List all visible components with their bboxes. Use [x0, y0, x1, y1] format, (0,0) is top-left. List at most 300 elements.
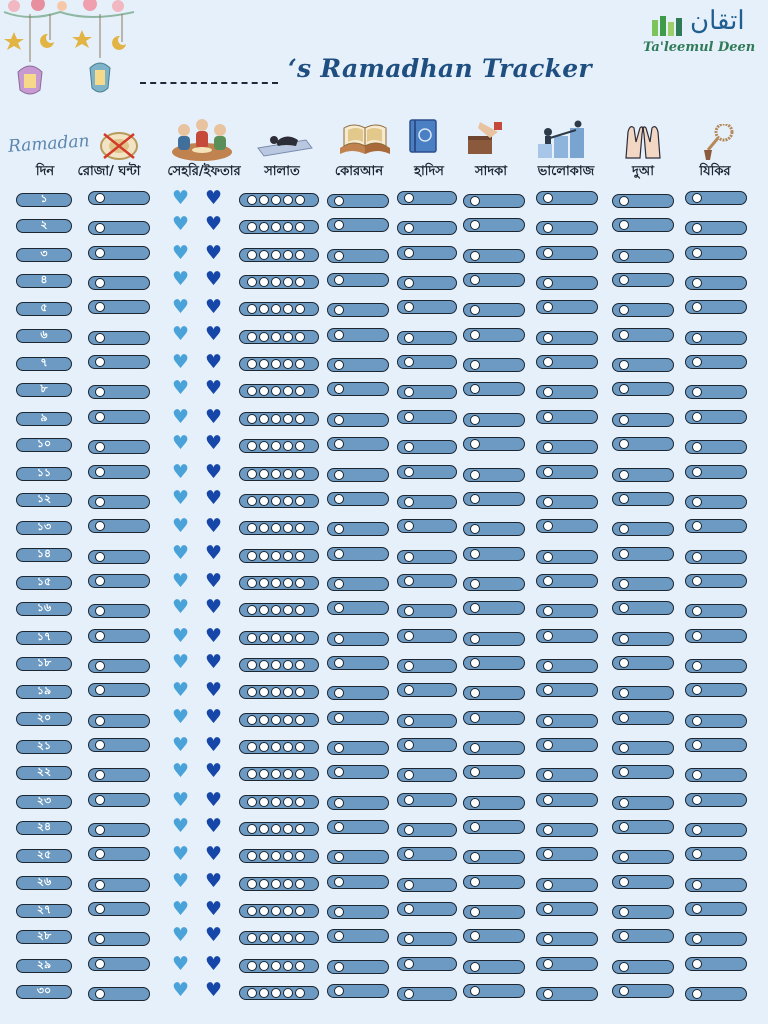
good-toggle[interactable]	[536, 932, 598, 946]
hadith-toggle[interactable]	[397, 768, 457, 782]
hadith-toggle[interactable]	[397, 987, 457, 1001]
dua-toggle[interactable]	[612, 468, 674, 482]
hadith-toggle[interactable]	[397, 793, 457, 807]
salat-checkbox[interactable]	[247, 851, 257, 861]
sehri-heart-icon[interactable]: ♥	[172, 651, 190, 673]
dua-toggle[interactable]	[612, 796, 674, 810]
sadaqah-toggle[interactable]	[463, 632, 525, 646]
sadaqah-toggle[interactable]	[463, 820, 525, 834]
good-toggle[interactable]	[536, 191, 598, 205]
dua-toggle[interactable]	[612, 492, 674, 506]
salat-checkbox[interactable]	[295, 386, 305, 396]
sadaqah-toggle[interactable]	[463, 960, 525, 974]
dua-toggle[interactable]	[612, 656, 674, 670]
quran-toggle[interactable]	[327, 875, 389, 889]
salat-checkbox[interactable]	[259, 824, 269, 834]
salat-checkbox[interactable]	[283, 824, 293, 834]
salat-checkbox[interactable]	[247, 769, 257, 779]
sadaqah-toggle[interactable]	[463, 711, 525, 725]
dhikr-toggle[interactable]	[685, 659, 747, 673]
fast-toggle[interactable]	[88, 440, 150, 454]
sehri-heart-icon[interactable]: ♥	[172, 351, 190, 373]
dhikr-toggle[interactable]	[685, 465, 747, 479]
hadith-toggle[interactable]	[397, 847, 457, 861]
good-toggle[interactable]	[536, 465, 598, 479]
fast-toggle[interactable]	[88, 191, 150, 205]
quran-toggle[interactable]	[327, 905, 389, 919]
salat-checkbox[interactable]	[271, 851, 281, 861]
quran-toggle[interactable]	[327, 850, 389, 864]
salat-checkbox[interactable]	[271, 195, 281, 205]
hadith-toggle[interactable]	[397, 440, 457, 454]
salat-checkbox[interactable]	[271, 687, 281, 697]
sehri-heart-icon[interactable]: ♥	[172, 789, 190, 811]
sehri-heart-icon[interactable]: ♥	[172, 461, 190, 483]
iftar-heart-icon[interactable]: ♥	[205, 351, 223, 373]
salat-checkbox[interactable]	[283, 961, 293, 971]
hadith-toggle[interactable]	[397, 355, 457, 369]
good-toggle[interactable]	[536, 793, 598, 807]
iftar-heart-icon[interactable]: ♥	[205, 461, 223, 483]
salat-checkbox[interactable]	[283, 195, 293, 205]
iftar-heart-icon[interactable]: ♥	[205, 242, 223, 264]
salat-checkbox[interactable]	[295, 332, 305, 342]
salat-checkbox[interactable]	[247, 386, 257, 396]
salat-checkbox[interactable]	[259, 222, 269, 232]
hadith-toggle[interactable]	[397, 683, 457, 697]
iftar-heart-icon[interactable]: ♥	[205, 323, 223, 345]
iftar-heart-icon[interactable]: ♥	[205, 706, 223, 728]
salat-checkbox[interactable]	[247, 633, 257, 643]
fast-toggle[interactable]	[88, 574, 150, 588]
dua-toggle[interactable]	[612, 632, 674, 646]
dhikr-toggle[interactable]	[685, 793, 747, 807]
sadaqah-toggle[interactable]	[463, 358, 525, 372]
sehri-heart-icon[interactable]: ♥	[172, 213, 190, 235]
salat-checkbox[interactable]	[295, 195, 305, 205]
hadith-toggle[interactable]	[397, 191, 457, 205]
sehri-heart-icon[interactable]: ♥	[172, 187, 190, 209]
sehri-heart-icon[interactable]: ♥	[172, 570, 190, 592]
fast-toggle[interactable]	[88, 385, 150, 399]
sehri-heart-icon[interactable]: ♥	[172, 296, 190, 318]
good-toggle[interactable]	[536, 300, 598, 314]
salat-checkbox[interactable]	[271, 879, 281, 889]
dua-toggle[interactable]	[612, 273, 674, 287]
iftar-heart-icon[interactable]: ♥	[205, 953, 223, 975]
salat-checkbox[interactable]	[271, 441, 281, 451]
salat-checkbox[interactable]	[283, 660, 293, 670]
salat-checkbox[interactable]	[259, 933, 269, 943]
quran-toggle[interactable]	[327, 194, 389, 208]
salat-checkbox[interactable]	[295, 742, 305, 752]
salat-checkbox[interactable]	[259, 742, 269, 752]
quran-toggle[interactable]	[327, 820, 389, 834]
salat-checkbox[interactable]	[283, 906, 293, 916]
good-toggle[interactable]	[536, 714, 598, 728]
good-toggle[interactable]	[536, 659, 598, 673]
salat-checkbox[interactable]	[283, 304, 293, 314]
dhikr-toggle[interactable]	[685, 191, 747, 205]
dua-toggle[interactable]	[612, 875, 674, 889]
salat-checkbox[interactable]	[259, 797, 269, 807]
salat-checkbox[interactable]	[295, 961, 305, 971]
hadith-toggle[interactable]	[397, 738, 457, 752]
sehri-heart-icon[interactable]: ♥	[172, 953, 190, 975]
good-toggle[interactable]	[536, 957, 598, 971]
sadaqah-toggle[interactable]	[463, 413, 525, 427]
dhikr-toggle[interactable]	[685, 683, 747, 697]
dua-toggle[interactable]	[612, 358, 674, 372]
salat-checkbox[interactable]	[283, 469, 293, 479]
sehri-heart-icon[interactable]: ♥	[172, 843, 190, 865]
iftar-heart-icon[interactable]: ♥	[205, 734, 223, 756]
dhikr-toggle[interactable]	[685, 410, 747, 424]
salat-checkbox[interactable]	[271, 988, 281, 998]
salat-checkbox[interactable]	[283, 222, 293, 232]
dhikr-toggle[interactable]	[685, 246, 747, 260]
sadaqah-toggle[interactable]	[463, 382, 525, 396]
sadaqah-toggle[interactable]	[463, 273, 525, 287]
fast-toggle[interactable]	[88, 276, 150, 290]
sehri-heart-icon[interactable]: ♥	[172, 242, 190, 264]
dua-toggle[interactable]	[612, 741, 674, 755]
dua-toggle[interactable]	[612, 303, 674, 317]
dua-toggle[interactable]	[612, 905, 674, 919]
salat-checkbox[interactable]	[259, 879, 269, 889]
hadith-toggle[interactable]	[397, 574, 457, 588]
good-toggle[interactable]	[536, 878, 598, 892]
dhikr-toggle[interactable]	[685, 629, 747, 643]
quran-toggle[interactable]	[327, 601, 389, 615]
sehri-heart-icon[interactable]: ♥	[172, 679, 190, 701]
dhikr-toggle[interactable]	[685, 276, 747, 290]
dhikr-toggle[interactable]	[685, 987, 747, 1001]
salat-checkbox[interactable]	[295, 222, 305, 232]
salat-checkbox[interactable]	[295, 660, 305, 670]
salat-checkbox[interactable]	[259, 332, 269, 342]
quran-toggle[interactable]	[327, 328, 389, 342]
dua-toggle[interactable]	[612, 960, 674, 974]
quran-toggle[interactable]	[327, 686, 389, 700]
sehri-heart-icon[interactable]: ♥	[172, 898, 190, 920]
sehri-heart-icon[interactable]: ♥	[172, 979, 190, 1001]
dua-toggle[interactable]	[612, 984, 674, 998]
salat-checkbox[interactable]	[283, 988, 293, 998]
quran-toggle[interactable]	[327, 218, 389, 232]
salat-checkbox[interactable]	[271, 523, 281, 533]
salat-checkbox[interactable]	[271, 797, 281, 807]
dhikr-toggle[interactable]	[685, 768, 747, 782]
sadaqah-toggle[interactable]	[463, 218, 525, 232]
sadaqah-toggle[interactable]	[463, 875, 525, 889]
quran-toggle[interactable]	[327, 303, 389, 317]
salat-checkbox[interactable]	[271, 769, 281, 779]
salat-checkbox[interactable]	[247, 578, 257, 588]
sadaqah-toggle[interactable]	[463, 468, 525, 482]
fast-toggle[interactable]	[88, 932, 150, 946]
fast-toggle[interactable]	[88, 355, 150, 369]
sadaqah-toggle[interactable]	[463, 850, 525, 864]
salat-checkbox[interactable]	[271, 742, 281, 752]
dua-toggle[interactable]	[612, 820, 674, 834]
quran-toggle[interactable]	[327, 656, 389, 670]
salat-checkbox[interactable]	[295, 769, 305, 779]
salat-checkbox[interactable]	[271, 824, 281, 834]
sadaqah-toggle[interactable]	[463, 656, 525, 670]
salat-checkbox[interactable]	[295, 441, 305, 451]
fast-toggle[interactable]	[88, 847, 150, 861]
good-toggle[interactable]	[536, 823, 598, 837]
salat-checkbox[interactable]	[283, 633, 293, 643]
good-toggle[interactable]	[536, 604, 598, 618]
salat-checkbox[interactable]	[247, 469, 257, 479]
salat-checkbox[interactable]	[247, 195, 257, 205]
dua-toggle[interactable]	[612, 522, 674, 536]
fast-toggle[interactable]	[88, 495, 150, 509]
salat-checkbox[interactable]	[271, 386, 281, 396]
salat-checkbox[interactable]	[259, 988, 269, 998]
sehri-heart-icon[interactable]: ♥	[172, 706, 190, 728]
iftar-heart-icon[interactable]: ♥	[205, 898, 223, 920]
dhikr-toggle[interactable]	[685, 847, 747, 861]
dhikr-toggle[interactable]	[685, 519, 747, 533]
fast-toggle[interactable]	[88, 659, 150, 673]
salat-checkbox[interactable]	[271, 906, 281, 916]
iftar-heart-icon[interactable]: ♥	[205, 377, 223, 399]
sadaqah-toggle[interactable]	[463, 547, 525, 561]
sehri-heart-icon[interactable]: ♥	[172, 406, 190, 428]
sadaqah-toggle[interactable]	[463, 577, 525, 591]
sadaqah-toggle[interactable]	[463, 249, 525, 263]
salat-checkbox[interactable]	[283, 933, 293, 943]
hadith-toggle[interactable]	[397, 246, 457, 260]
salat-checkbox[interactable]	[259, 578, 269, 588]
sehri-heart-icon[interactable]: ♥	[172, 515, 190, 537]
salat-checkbox[interactable]	[271, 250, 281, 260]
dua-toggle[interactable]	[612, 765, 674, 779]
hadith-toggle[interactable]	[397, 878, 457, 892]
good-toggle[interactable]	[536, 495, 598, 509]
salat-checkbox[interactable]	[247, 523, 257, 533]
iftar-heart-icon[interactable]: ♥	[205, 789, 223, 811]
salat-checkbox[interactable]	[295, 879, 305, 889]
iftar-heart-icon[interactable]: ♥	[205, 542, 223, 564]
salat-checkbox[interactable]	[295, 359, 305, 369]
dhikr-toggle[interactable]	[685, 550, 747, 564]
fast-toggle[interactable]	[88, 957, 150, 971]
iftar-heart-icon[interactable]: ♥	[205, 570, 223, 592]
dhikr-toggle[interactable]	[685, 574, 747, 588]
salat-checkbox[interactable]	[295, 988, 305, 998]
dua-toggle[interactable]	[612, 194, 674, 208]
hadith-toggle[interactable]	[397, 276, 457, 290]
sehri-heart-icon[interactable]: ♥	[172, 625, 190, 647]
salat-checkbox[interactable]	[271, 633, 281, 643]
iftar-heart-icon[interactable]: ♥	[205, 625, 223, 647]
quran-toggle[interactable]	[327, 413, 389, 427]
quran-toggle[interactable]	[327, 929, 389, 943]
dhikr-toggle[interactable]	[685, 932, 747, 946]
good-toggle[interactable]	[536, 550, 598, 564]
salat-checkbox[interactable]	[271, 304, 281, 314]
hadith-toggle[interactable]	[397, 932, 457, 946]
sehri-heart-icon[interactable]: ♥	[172, 760, 190, 782]
salat-checkbox[interactable]	[271, 359, 281, 369]
salat-checkbox[interactable]	[247, 605, 257, 615]
salat-checkbox[interactable]	[271, 496, 281, 506]
dua-toggle[interactable]	[612, 711, 674, 725]
hadith-toggle[interactable]	[397, 957, 457, 971]
salat-checkbox[interactable]	[295, 797, 305, 807]
sadaqah-toggle[interactable]	[463, 492, 525, 506]
salat-checkbox[interactable]	[271, 414, 281, 424]
dhikr-toggle[interactable]	[685, 221, 747, 235]
dua-toggle[interactable]	[612, 249, 674, 263]
salat-checkbox[interactable]	[271, 222, 281, 232]
dua-toggle[interactable]	[612, 601, 674, 615]
salat-checkbox[interactable]	[295, 906, 305, 916]
iftar-heart-icon[interactable]: ♥	[205, 651, 223, 673]
sadaqah-toggle[interactable]	[463, 905, 525, 919]
dhikr-toggle[interactable]	[685, 355, 747, 369]
salat-checkbox[interactable]	[247, 414, 257, 424]
quran-toggle[interactable]	[327, 796, 389, 810]
salat-checkbox[interactable]	[247, 250, 257, 260]
sadaqah-toggle[interactable]	[463, 437, 525, 451]
salat-checkbox[interactable]	[295, 304, 305, 314]
good-toggle[interactable]	[536, 574, 598, 588]
good-toggle[interactable]	[536, 276, 598, 290]
dhikr-toggle[interactable]	[685, 385, 747, 399]
good-toggle[interactable]	[536, 410, 598, 424]
dua-toggle[interactable]	[612, 686, 674, 700]
hadith-toggle[interactable]	[397, 714, 457, 728]
salat-checkbox[interactable]	[271, 578, 281, 588]
quran-toggle[interactable]	[327, 741, 389, 755]
name-blank-line[interactable]	[140, 82, 278, 84]
fast-toggle[interactable]	[88, 768, 150, 782]
salat-checkbox[interactable]	[259, 633, 269, 643]
iftar-heart-icon[interactable]: ♥	[205, 515, 223, 537]
salat-checkbox[interactable]	[295, 633, 305, 643]
salat-checkbox[interactable]	[247, 222, 257, 232]
dhikr-toggle[interactable]	[685, 331, 747, 345]
good-toggle[interactable]	[536, 246, 598, 260]
salat-checkbox[interactable]	[259, 277, 269, 287]
quran-toggle[interactable]	[327, 273, 389, 287]
salat-checkbox[interactable]	[247, 961, 257, 971]
salat-checkbox[interactable]	[259, 851, 269, 861]
iftar-heart-icon[interactable]: ♥	[205, 296, 223, 318]
salat-checkbox[interactable]	[283, 605, 293, 615]
dua-toggle[interactable]	[612, 218, 674, 232]
fast-toggle[interactable]	[88, 987, 150, 1001]
quran-toggle[interactable]	[327, 492, 389, 506]
salat-checkbox[interactable]	[295, 496, 305, 506]
salat-checkbox[interactable]	[247, 551, 257, 561]
salat-checkbox[interactable]	[283, 687, 293, 697]
sehri-heart-icon[interactable]: ♥	[172, 924, 190, 946]
salat-checkbox[interactable]	[295, 523, 305, 533]
salat-checkbox[interactable]	[295, 578, 305, 588]
salat-checkbox[interactable]	[247, 332, 257, 342]
sadaqah-toggle[interactable]	[463, 601, 525, 615]
salat-checkbox[interactable]	[271, 660, 281, 670]
iftar-heart-icon[interactable]: ♥	[205, 924, 223, 946]
hadith-toggle[interactable]	[397, 410, 457, 424]
hadith-toggle[interactable]	[397, 902, 457, 916]
iftar-heart-icon[interactable]: ♥	[205, 760, 223, 782]
salat-checkbox[interactable]	[259, 715, 269, 725]
fast-toggle[interactable]	[88, 683, 150, 697]
iftar-heart-icon[interactable]: ♥	[205, 432, 223, 454]
salat-checkbox[interactable]	[247, 441, 257, 451]
iftar-heart-icon[interactable]: ♥	[205, 870, 223, 892]
salat-checkbox[interactable]	[295, 851, 305, 861]
salat-checkbox[interactable]	[271, 961, 281, 971]
fast-toggle[interactable]	[88, 878, 150, 892]
salat-checkbox[interactable]	[271, 277, 281, 287]
iftar-heart-icon[interactable]: ♥	[205, 213, 223, 235]
salat-checkbox[interactable]	[259, 414, 269, 424]
quran-toggle[interactable]	[327, 468, 389, 482]
good-toggle[interactable]	[536, 847, 598, 861]
quran-toggle[interactable]	[327, 984, 389, 998]
salat-checkbox[interactable]	[283, 496, 293, 506]
sehri-heart-icon[interactable]: ♥	[172, 542, 190, 564]
hadith-toggle[interactable]	[397, 629, 457, 643]
salat-checkbox[interactable]	[259, 195, 269, 205]
quran-toggle[interactable]	[327, 577, 389, 591]
salat-checkbox[interactable]	[247, 304, 257, 314]
salat-checkbox[interactable]	[247, 988, 257, 998]
quran-toggle[interactable]	[327, 382, 389, 396]
salat-checkbox[interactable]	[247, 687, 257, 697]
quran-toggle[interactable]	[327, 765, 389, 779]
salat-checkbox[interactable]	[283, 578, 293, 588]
iftar-heart-icon[interactable]: ♥	[205, 487, 223, 509]
sadaqah-toggle[interactable]	[463, 984, 525, 998]
hadith-toggle[interactable]	[397, 385, 457, 399]
salat-checkbox[interactable]	[295, 824, 305, 834]
sadaqah-toggle[interactable]	[463, 303, 525, 317]
hadith-toggle[interactable]	[397, 221, 457, 235]
salat-checkbox[interactable]	[259, 496, 269, 506]
sehri-heart-icon[interactable]: ♥	[172, 487, 190, 509]
quran-toggle[interactable]	[327, 358, 389, 372]
salat-checkbox[interactable]	[295, 605, 305, 615]
quran-toggle[interactable]	[327, 711, 389, 725]
fast-toggle[interactable]	[88, 331, 150, 345]
fast-toggle[interactable]	[88, 823, 150, 837]
fast-toggle[interactable]	[88, 738, 150, 752]
salat-checkbox[interactable]	[259, 906, 269, 916]
dua-toggle[interactable]	[612, 929, 674, 943]
fast-toggle[interactable]	[88, 629, 150, 643]
dua-toggle[interactable]	[612, 328, 674, 342]
salat-checkbox[interactable]	[247, 824, 257, 834]
salat-checkbox[interactable]	[271, 332, 281, 342]
salat-checkbox[interactable]	[259, 769, 269, 779]
salat-checkbox[interactable]	[283, 879, 293, 889]
fast-toggle[interactable]	[88, 465, 150, 479]
salat-checkbox[interactable]	[247, 660, 257, 670]
fast-toggle[interactable]	[88, 300, 150, 314]
salat-checkbox[interactable]	[247, 359, 257, 369]
hadith-toggle[interactable]	[397, 331, 457, 345]
salat-checkbox[interactable]	[295, 933, 305, 943]
